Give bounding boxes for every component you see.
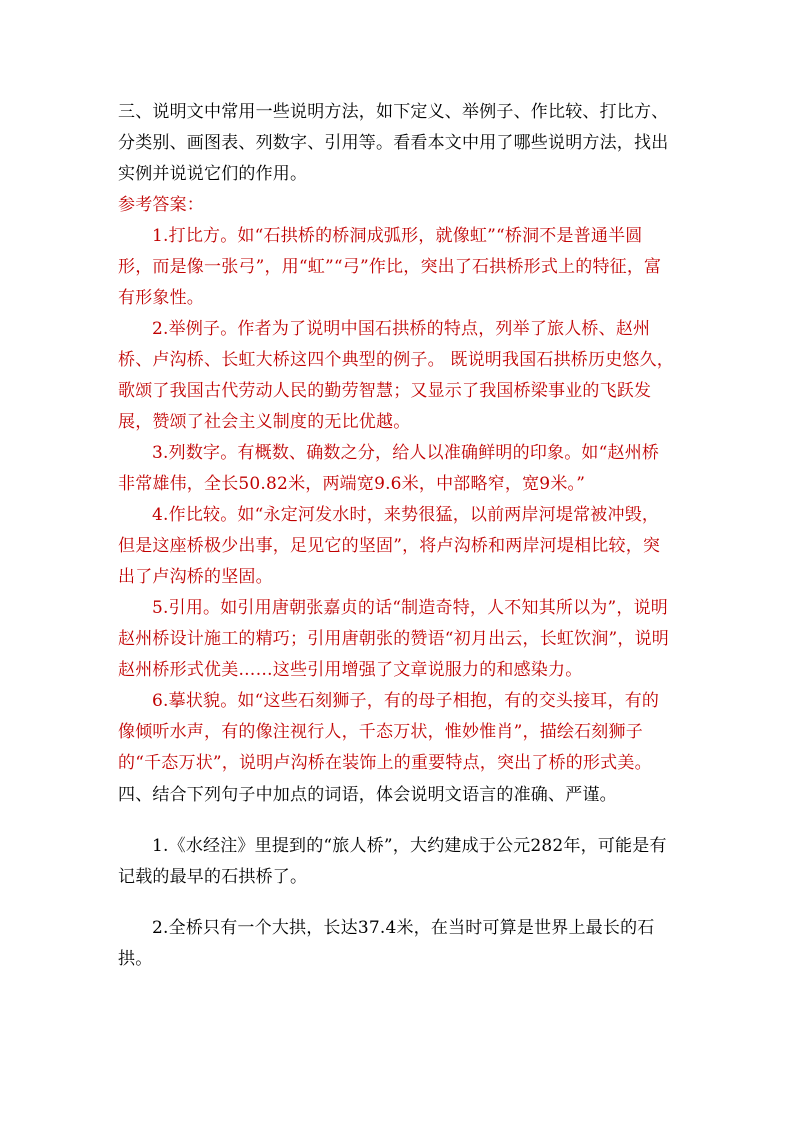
section-3-question: 三、说明文中常用一些说明方法，如下定义、举例子、作比较、打比方、分类别、画图表、列数字、引用等。看看本文中用了哪些说明方法，找出实例并说说它们的作用。	[118, 102, 669, 184]
answer-item-3: 3.列数字。有概数、确数之分，给人以准确鲜明的印象。如“赵州桥非常雄伟，全长50.82米，两端宽9.6米，中部略窄，宽9米。”	[118, 443, 660, 494]
answer-item-6: 6.摹状貌。如“这些石刻狮子，有的母子相抱，有的交头接耳，有的像倾听水声，有的像注视行人，千态万状，惟妙惟肖”，描绘石刻狮子的“千态万状”，说明卢沟桥在装饰上的重要特点，突出了桥的形式美。	[118, 691, 660, 773]
answer-item-2: 2.举例子。作者为了说明中国石拱桥的特点，列举了旅人桥、赵州桥、卢沟桥、长虹大桥这四个典型的例子。 既说明我国石拱桥历史悠久，歌颂了我国古代劳动人民的勤劳智慧；又显示了我国桥梁事业的飞跃发展，赞颂了社会主义制度的无比优越。	[118, 319, 675, 432]
answer-item-5: 5.引用。如引用唐朝张嘉贞的话“制造奇特，人不知其所以为”，说明赵州桥设计施工的精巧；引用唐朝张的赞语“初月出云，长虹饮涧”，说明赵州桥形式优美……这些引用增强了文章说服力的和感染力。	[118, 598, 669, 680]
answer-item-1: 1.打比方。如“石拱桥的桥洞成弧形，就像虹”“桥洞不是普通半圆形，而是像一张弓”，用“虹”“弓”作比，突出了石拱桥形式上的特征，富有形象性。	[118, 226, 662, 308]
section-4-question: 四、结合下列句子中加点的词语，体会说明文语言的准确、严谨。	[118, 785, 617, 805]
answer-item-4: 4.作比较。如“永定河发水时，来势很猛，以前两岸河堤常被冲毁，但是这座桥极少出事，足见它的坚固”，将卢沟桥和两岸河堤相比较，突出了卢沟桥的坚固。	[118, 505, 661, 587]
section-4-item-1: 1.《水经注》里提到的“旅人桥”，大约建成于公元282年，可能是有记载的最早的石拱桥了。	[118, 836, 667, 887]
section-4-item-2: 2.全桥只有一个大拱，长达37.4米，在当时可算是世界上最长的石拱。	[118, 918, 655, 969]
answer-label: 参考答案：	[118, 195, 204, 215]
